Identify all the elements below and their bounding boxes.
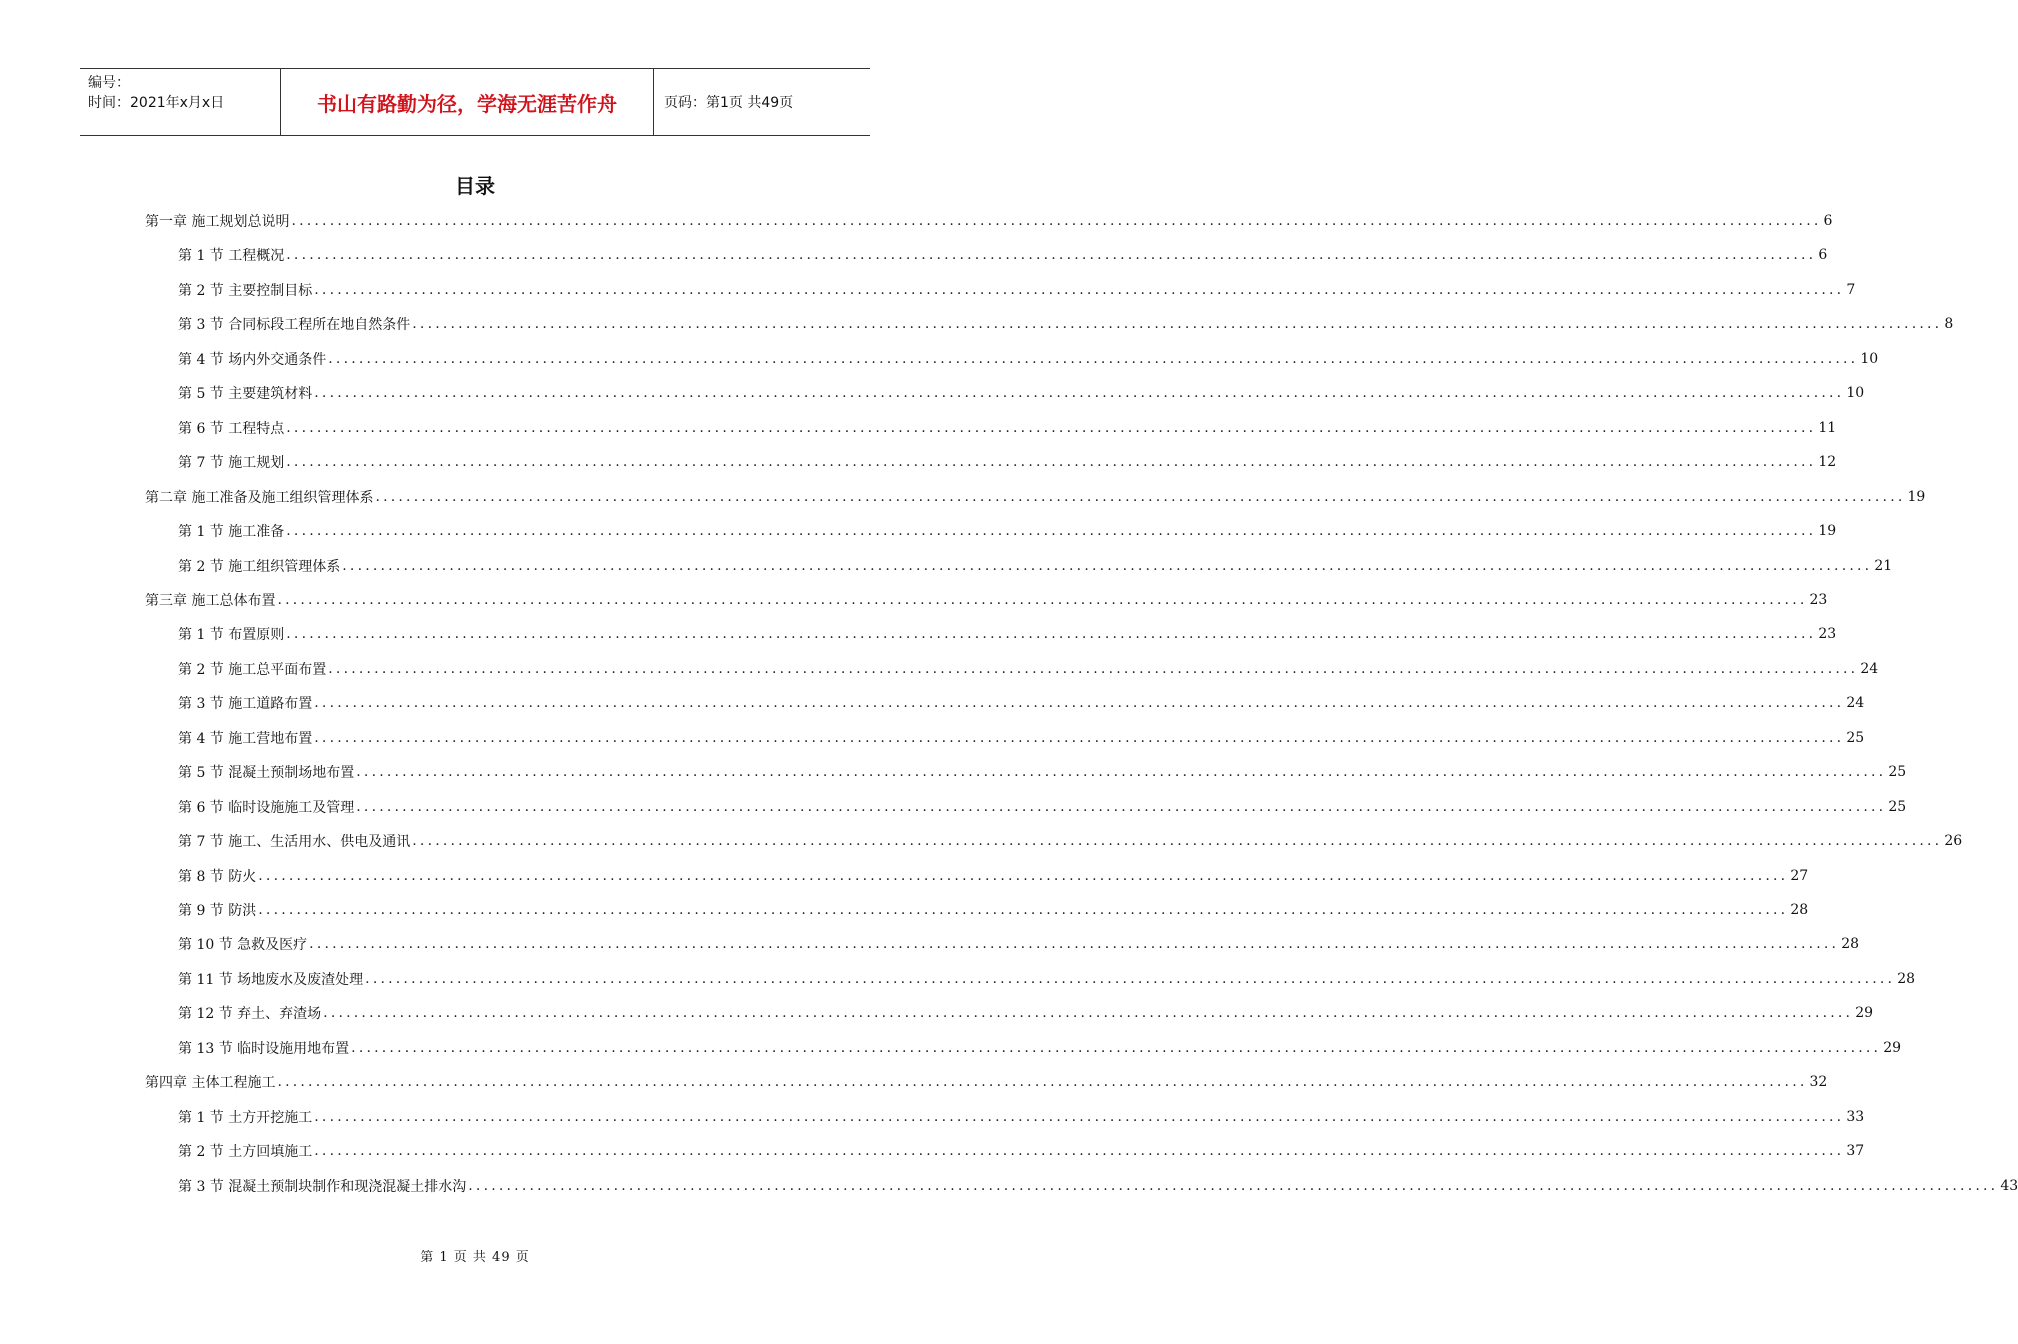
toc-leader-dots: ........................................................................................................................................................................................................ <box>286 247 1817 264</box>
toc-entry[interactable] <box>178 1031 1902 1065</box>
toc-entry-page: 25 <box>1888 764 1907 781</box>
toc-entry-page: 24 <box>1846 695 1865 712</box>
toc-leader-dots: ........................................................................................................................................................................................................ <box>468 1177 1999 1194</box>
toc-entry-label: 第 1 节 施工准备 <box>178 524 285 541</box>
toc-entry-page: 23 <box>1809 591 1828 608</box>
toc-leader-dots: ........................................................................................................................................................................................................ <box>309 936 1840 953</box>
toc-leader-dots: ........................................................................................................................................................................................................ <box>412 833 1943 850</box>
toc-leader-dots: ........................................................................................................................................................................................................ <box>258 902 1789 918</box>
toc-leader-dots: ........................................................................................................................................................................................................ <box>342 557 1873 574</box>
toc-entry-label: 第 3 节 合同标段工程所在地自然条件 <box>178 317 411 334</box>
toc-entry[interactable] <box>178 721 1865 755</box>
toc-entry-page: 43 <box>2000 1177 2018 1194</box>
toc-entry-page: 37 <box>1846 1143 1865 1160</box>
toc-entry[interactable] <box>178 617 1837 651</box>
toc-leader-dots: ........................................................................................................................................................................................................ <box>356 764 1887 781</box>
toc-entry-label: 第 4 节 施工营地布置 <box>178 730 313 747</box>
toc-entry-label: 第 1 节 工程概况 <box>178 248 285 265</box>
toc-entry-page: 33 <box>1846 1108 1865 1125</box>
toc-entry-page: 28 <box>1897 970 1916 987</box>
toc-entry-page: 19 <box>1907 488 1926 505</box>
toc-entry[interactable] <box>178 411 1837 445</box>
page-footer: 第 1 页 共 49 页 <box>420 1250 530 1265</box>
toc-entry-page: 21 <box>1874 557 1893 574</box>
toc-entry[interactable] <box>178 238 1828 272</box>
toc-leader-dots: ........................................................................................................................................................................................................ <box>286 454 1817 471</box>
toc-entry[interactable] <box>145 583 1828 617</box>
toc-entry-label: 第 6 节 工程特点 <box>178 420 285 437</box>
toc-entry-page: 32 <box>1809 1074 1828 1091</box>
toc-entry-page: 24 <box>1860 660 1879 677</box>
toc-entry-label: 第 7 节 施工规划 <box>178 455 285 472</box>
page-header <box>80 68 870 136</box>
toc-entry[interactable] <box>145 204 1833 238</box>
toc-entry[interactable] <box>178 927 1860 961</box>
toc-entry[interactable] <box>178 307 1954 341</box>
toc-entry-label: 第 2 节 主要控制目标 <box>178 282 313 299</box>
toc-entry[interactable] <box>178 686 1865 720</box>
toc-leader-dots: ........................................................................................................................................................................................................ <box>314 281 1845 298</box>
toc-entry-label: 第二章 施工准备及施工组织管理体系 <box>145 489 374 506</box>
toc-entry-page: 7 <box>1846 281 1856 298</box>
toc-entry-page: 28 <box>1841 936 1860 953</box>
toc-entry[interactable] <box>178 342 1879 376</box>
toc-entry-page: 25 <box>1888 798 1907 815</box>
toc-entry[interactable] <box>178 893 1809 927</box>
toc-entry-label: 第 3 节 混凝土预制块制作和现浇混凝土排水沟 <box>178 1178 467 1195</box>
toc-leader-dots: ........................................................................................................................................................................................................ <box>286 523 1817 540</box>
toc-entry[interactable] <box>178 996 1874 1030</box>
toc-entry-label: 第 6 节 临时设施施工及管理 <box>178 799 355 816</box>
toc-leader-dots: ........................................................................................................................................................................................................ <box>375 488 1906 505</box>
toc-entry-label: 第 1 节 土方开挖施工 <box>178 1109 313 1126</box>
toc-entry-page: 23 <box>1818 626 1837 643</box>
toc-entry-label: 第 10 节 急救及医疗 <box>178 937 308 954</box>
toc-entry-label: 第 5 节 主要建筑材料 <box>178 386 313 403</box>
toc-leader-dots: ........................................................................................................................................................................................................ <box>314 1143 1845 1160</box>
toc-entry[interactable] <box>178 962 1916 996</box>
toc-leader-dots: ........................................................................................................................................................................................................ <box>314 1108 1845 1125</box>
toc-entry-page: 25 <box>1846 729 1865 746</box>
toc-leader-dots: ........................................................................................................................................................................................................ <box>412 316 1943 333</box>
toc-entry[interactable] <box>178 1100 1865 1134</box>
toc-entry-page: 12 <box>1818 454 1837 471</box>
toc-entry[interactable] <box>178 1169 2018 1203</box>
toc-leader-dots: ........................................................................................................................................................................................................ <box>291 213 1822 229</box>
toc-entry-label: 第一章 施工规划总说明 <box>145 214 290 230</box>
toc-entry-label: 第 4 节 场内外交通条件 <box>178 351 327 368</box>
toc-title: 目录 <box>455 174 495 198</box>
toc-entry[interactable] <box>178 755 1907 789</box>
toc-entry[interactable] <box>145 480 1926 514</box>
toc-entry-page: 10 <box>1846 385 1865 402</box>
toc-entry[interactable] <box>178 549 1893 583</box>
toc-entry-page: 11 <box>1818 419 1837 436</box>
toc-entry-page: 28 <box>1790 902 1809 918</box>
toc-entry-page: 6 <box>1818 247 1828 264</box>
toc-leader-dots: ........................................................................................................................................................................................................ <box>323 1005 1854 1022</box>
toc-entry[interactable] <box>178 859 1809 893</box>
toc-entry-label: 第 7 节 施工、生活用水、供电及通讯 <box>178 834 411 851</box>
header-meta <box>80 69 281 135</box>
toc-leader-dots: ........................................................................................................................................................................................................ <box>286 419 1817 436</box>
toc-leader-dots: ........................................................................................................................................................................................................ <box>277 591 1808 608</box>
toc-leader-dots: ........................................................................................................................................................................................................ <box>328 350 1859 367</box>
toc-entry[interactable] <box>178 514 1837 548</box>
toc-leader-dots: ........................................................................................................................................................................................................ <box>328 660 1859 677</box>
toc-leader-dots: ........................................................................................................................................................................................................ <box>365 970 1896 987</box>
header-page-info: 页码：第1页 共49页 <box>664 95 794 111</box>
header-motto: 书山有路勤为径，学海无涯苦作舟 <box>281 69 654 135</box>
toc-entry-page: 29 <box>1883 1039 1902 1056</box>
toc-entry-label: 第四章 主体工程施工 <box>145 1075 276 1092</box>
toc-entry-label: 第 2 节 施工组织管理体系 <box>178 558 341 575</box>
toc-entry-label: 第 13 节 临时设施用地布置 <box>178 1040 350 1057</box>
toc-entry-page: 19 <box>1818 523 1837 540</box>
toc-entry-page: 26 <box>1944 833 1963 850</box>
number-label: 编号： <box>88 75 130 91</box>
time-label: 时间：2021年x月x日 <box>88 95 225 111</box>
toc-entry[interactable] <box>178 1134 1865 1168</box>
toc-entry-label: 第三章 施工总体布置 <box>145 592 276 609</box>
toc-entry[interactable] <box>178 790 1907 824</box>
toc-leader-dots: ........................................................................................................................................................................................................ <box>258 867 1789 884</box>
toc-entry[interactable] <box>178 376 1865 410</box>
toc-entry[interactable] <box>178 824 1963 858</box>
toc-leader-dots: ........................................................................................................................................................................................................ <box>314 729 1845 746</box>
toc-entry-label: 第 9 节 防洪 <box>178 903 257 919</box>
toc-leader-dots: ........................................................................................................................................................................................................ <box>356 798 1887 815</box>
toc-entry[interactable] <box>145 1065 1828 1099</box>
toc-leader-dots: ........................................................................................................................................................................................................ <box>314 695 1845 712</box>
toc-entry-page: 27 <box>1790 867 1809 884</box>
toc-entry[interactable] <box>178 445 1837 479</box>
toc-leader-dots: ........................................................................................................................................................................................................ <box>277 1074 1808 1091</box>
toc-entry-label: 第 3 节 施工道路布置 <box>178 696 313 713</box>
toc-entry-label: 第 8 节 防火 <box>178 868 257 885</box>
toc-entry-page: 6 <box>1823 213 1833 229</box>
toc-entry-page: 10 <box>1860 350 1879 367</box>
toc-entry[interactable] <box>178 652 1879 686</box>
toc-leader-dots: ........................................................................................................................................................................................................ <box>286 626 1817 643</box>
toc-entry-label: 第 2 节 施工总平面布置 <box>178 661 327 678</box>
toc-entry-page: 29 <box>1855 1005 1874 1022</box>
toc-entry-label: 第 11 节 场地废水及废渣处理 <box>178 971 364 988</box>
toc-entry[interactable] <box>178 273 1856 307</box>
toc-entry-label: 第 12 节 弃土、弃渣场 <box>178 1006 322 1023</box>
toc-entry-page: 8 <box>1944 316 1954 333</box>
toc-entry-label: 第 2 节 土方回填施工 <box>178 1144 313 1161</box>
toc-entry-label: 第 1 节 布置原则 <box>178 627 285 644</box>
toc-entry-label: 第 5 节 混凝土预制场地布置 <box>178 765 355 782</box>
toc-leader-dots: ........................................................................................................................................................................................................ <box>351 1039 1882 1056</box>
toc-leader-dots: ........................................................................................................................................................................................................ <box>314 385 1845 402</box>
